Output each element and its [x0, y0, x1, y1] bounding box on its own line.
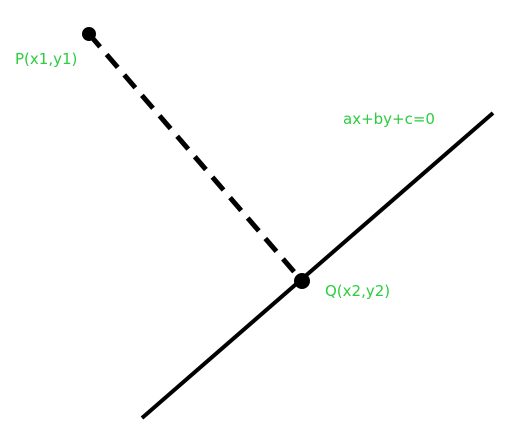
point-p-dot [82, 27, 96, 41]
point-q-label: Q(x2,y2) [325, 282, 391, 300]
line-equation-label: ax+by+c=0 [343, 110, 435, 128]
point-q-dot [294, 273, 310, 289]
point-p-label: P(x1,y1) [15, 50, 78, 68]
perpendicular-segment [89, 34, 302, 281]
